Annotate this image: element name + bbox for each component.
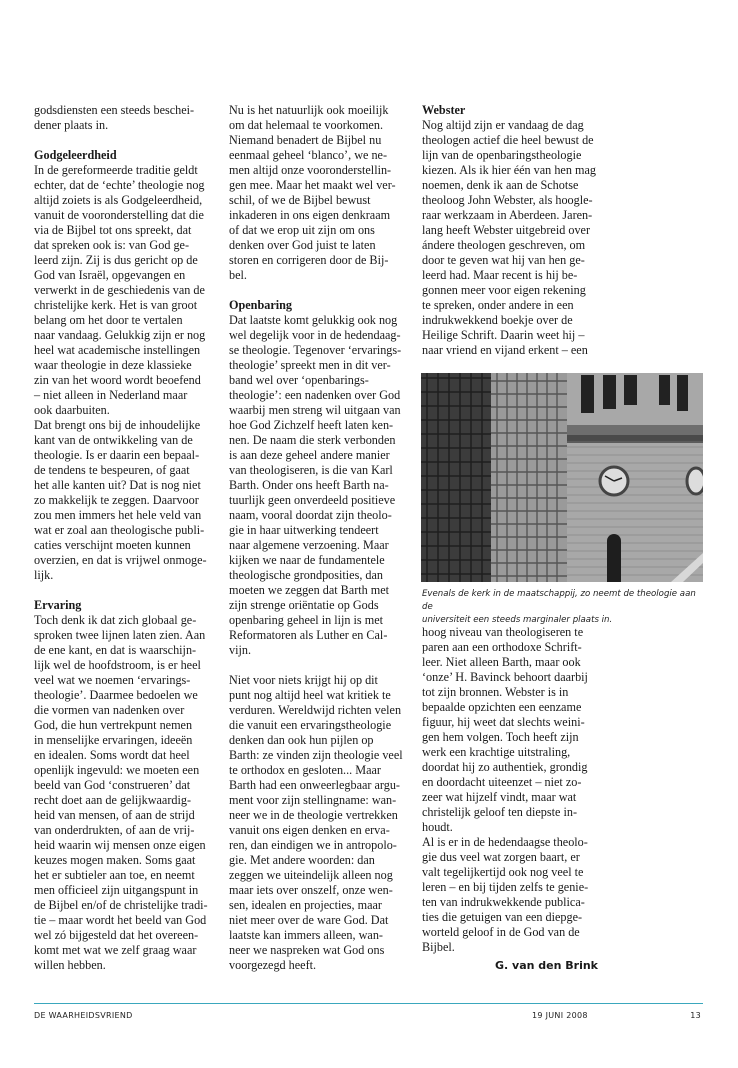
text-line: men officieel zijn uitgangspunt in	[34, 883, 199, 897]
article-column-3-bottom	[422, 625, 608, 973]
text-line: theologische grondposities, dan	[229, 568, 384, 582]
article-column-2	[229, 103, 415, 973]
text-line: inkaderen in ons eigen denkraam	[229, 208, 391, 222]
text-line: niet meer over de ware God. Dat	[229, 913, 389, 927]
text-line: de tendens te bespeuren, of gaat	[34, 463, 190, 477]
text-line: openlijk ingevuld: we moeten een	[34, 763, 200, 777]
text-line: Barth: ze vinden zijn theologie veel	[229, 748, 403, 762]
text-line: laatste kan immers alleen, wan-	[229, 928, 383, 942]
text-line: Niemand benadert de Bijbel nu	[229, 133, 382, 147]
text-line: – niet alleen in Nederland maar	[34, 388, 188, 402]
section-heading: Godgeleerdheid	[34, 148, 117, 162]
text-line: moeten we zeggen dat Barth met	[229, 583, 390, 597]
text-line: God van Israël, opgevangen en	[34, 268, 186, 282]
text-line: veel wat we noemen ‘ervarings-	[34, 673, 191, 687]
text-line: leerd had. Maar recent is hij be-	[422, 268, 578, 282]
text-line: Barth had een onweerlegbaar argu-	[229, 778, 400, 792]
text-line: verwerkt in de geschiedenis van de	[34, 283, 205, 297]
text-line: paren aan een orthodoxe Schrift-	[422, 640, 582, 654]
text-line: te spreken, onder andere in een	[422, 298, 574, 312]
text-line: men altijd onze vooronderstellin-	[229, 163, 392, 177]
text-line: kiezen. Als ik hier één van hen mag	[422, 163, 596, 177]
text-line: zo makkelijk te zeggen. Daarvoor	[34, 493, 199, 507]
text-line: vanuit ons eigen denken en erva-	[229, 823, 390, 837]
text-line: Dat brengt ons bij de inhoudelijke	[34, 418, 201, 432]
caption-line: Evenals de kerk in de maatschappij, zo neemt de theologie aan de	[422, 589, 696, 612]
text-line: overzien, en dat is vrijwel onmoge-	[34, 553, 207, 567]
text-line: In de gereformeerde traditie geldt	[34, 163, 198, 177]
text-line: het er subtieler aan toe, en neemt	[34, 868, 195, 882]
text-line: komt met wat we zelf graag waar	[34, 943, 197, 957]
text-line: leer. Niet alleen Barth, maar ook	[422, 655, 581, 669]
text-line: te orthodox en gesloten... Maar	[229, 763, 381, 777]
section-heading: Ervaring	[34, 598, 82, 612]
text-line: theologen actief die heel bewust de	[422, 133, 594, 147]
text-line: maar iets over onszelf, onze wen-	[229, 883, 393, 897]
text-line: voorgezegd heeft.	[229, 958, 317, 972]
text-line: theologie’. Daarmee bedoelen we	[34, 688, 198, 702]
text-line: waar theologie in deze klassieke	[34, 358, 192, 372]
text-line: leerd zijn. Zij is dus gericht op de	[34, 253, 198, 267]
text-line: wat er zoal aan theologische publi-	[34, 523, 205, 537]
text-line: tuurlijk geen onverdeeld positieve	[229, 493, 396, 507]
text-line: van onderdrukten, of aan de vrij-	[34, 823, 195, 837]
text-line: heid waarin wij mensen onze eigen	[34, 838, 206, 852]
text-line: vijn.	[229, 643, 252, 657]
text-line: valt tegelijkertijd ook nog veel te	[422, 865, 584, 879]
text-line: lijk.	[34, 568, 54, 582]
footer-rule	[34, 1003, 703, 1004]
text-line: verduren. Wereldwijd richten velen	[229, 703, 402, 717]
text-line: denken dan ook hun pijlen op	[229, 733, 374, 747]
text-line: Bijbel.	[422, 940, 455, 954]
text-line: neer we in de theologie vertrekken	[229, 808, 398, 822]
text-line: werk een krachtige uitstraling,	[422, 745, 571, 759]
text-line: schil, of we de Bijbel bewust	[229, 193, 371, 207]
text-line: raar werkzaam in Aberdeen. Jaren-	[422, 208, 593, 222]
text-line: dat spreken ook is: van God ge-	[34, 238, 190, 252]
text-line: theologie’: een nadenken over God	[229, 388, 401, 402]
paragraph-gap	[229, 283, 415, 298]
text-line: gie. Met andere woorden: dan	[229, 853, 375, 867]
text-line: en idealen. Soms wordt dat heel	[34, 748, 190, 762]
text-line: naar algemene verzoening. Maar	[229, 538, 389, 552]
text-line: hoe God Zichzelf heeft laten ken-	[229, 418, 394, 432]
text-line: door te geven wat hij van hen ge-	[422, 253, 585, 267]
paragraph-gap	[229, 658, 415, 673]
text-line: openbaring geheel in lijn is met	[229, 613, 383, 627]
text-line: Heilige Schrift. Daarin weet hij –	[422, 328, 585, 342]
text-line: zou men immers het hele veld van	[34, 508, 202, 522]
text-line: keuzes mogen maken. Soms gaat	[34, 853, 196, 867]
column-3-bottom-text	[422, 625, 608, 955]
text-line: via de Bijbel tot ons spreekt, dat	[34, 223, 192, 237]
text-line: lang heeft Webster uitgebreid over	[422, 223, 590, 237]
text-line: altijd zoiets is als Godgeleerdheid,	[34, 193, 203, 207]
text-line: Niet voor niets krijgt hij op dit	[229, 673, 378, 687]
text-line: christelijk geloof ten diepste in-	[422, 805, 578, 819]
text-line: sproken twee lijnen laten zien. Aan	[34, 628, 206, 642]
text-line: naam, vooral doordat zijn theolo-	[229, 508, 392, 522]
text-line: gie in haar uitwerking tendeert	[229, 523, 379, 537]
text-line: beeld van God ‘construeren’ dat	[34, 778, 191, 792]
text-line: bel.	[229, 268, 247, 282]
text-line: die vormen van nadenken over	[34, 703, 185, 717]
text-line: Nog altijd zijn er vandaag de dag	[422, 118, 584, 132]
text-line: ook daarbuiten.	[34, 403, 110, 417]
text-line: christelijke kerk. Het is van groot	[34, 298, 198, 312]
text-line: zeer wat hijzelf vindt, maar wat	[422, 790, 577, 804]
text-line: ten van indrukwekkende publica-	[422, 895, 585, 909]
photo-caption	[422, 588, 707, 627]
article-column-1	[34, 103, 220, 973]
text-line: ties die getuigen van een diepge-	[422, 910, 583, 924]
paragraph-gap	[34, 583, 220, 598]
photo-church-tower-and-office-buildings	[421, 373, 703, 582]
text-line: om dat helemaal te voorkomen.	[229, 118, 383, 132]
text-line: theologie’ spreekt men in dit ver-	[229, 358, 391, 372]
text-line: zeggen we uiteindelijk alleen nog	[229, 868, 393, 882]
text-line: dener plaats in.	[34, 118, 109, 132]
text-line: Toch denk ik dat zich globaal ge-	[34, 613, 197, 627]
text-line: zijn strenge oriëntatie op Gods	[229, 598, 379, 612]
text-line: nen. De naam die sterk verbonden	[229, 433, 396, 447]
paragraph-gap	[34, 133, 220, 148]
text-line: figuur, hij weet dat slechts weini-	[422, 715, 585, 729]
text-line: of dat we erop uit zijn om ons	[229, 223, 375, 237]
text-line: leren – en bij tijden zelfs te genie-	[422, 880, 589, 894]
text-line: gonnen meer voor eigen rekening	[422, 283, 586, 297]
text-line: se theologie. Tegenover ‘ervarings-	[229, 343, 402, 357]
text-line: hoog niveau van theologiseren te	[422, 625, 584, 639]
text-line: Barth. Onder ons heeft Barth na-	[229, 478, 389, 492]
text-line: en doordacht uiteenzet – niet zo-	[422, 775, 582, 789]
text-line: eenmaal geheel ‘blanco’, we ne-	[229, 148, 388, 162]
text-line: worteld geloof in de God van de	[422, 925, 580, 939]
text-line: wel zó bijgesteld dat het overeen-	[34, 928, 199, 942]
text-line: echter, dat de ‘echte’ theologie nog	[34, 178, 205, 192]
page-number: 13	[690, 1011, 701, 1020]
text-line: punt nog altijd heel wat kritiek te	[229, 688, 391, 702]
text-line: vanuit de vooronderstelling dat die	[34, 208, 204, 222]
text-line: de ene kant, en dat is waarschijn-	[34, 643, 197, 657]
footer-publication: DE WAARHEIDSVRIEND	[34, 1011, 133, 1020]
text-line: waarbij men streng wil uitgaan van	[229, 403, 401, 417]
text-line: die vanuit een ervaringstheologie	[229, 718, 392, 732]
text-line: God, die hun vertrekpunt nemen	[34, 718, 193, 732]
text-line: kijken we naar de fundamentele	[229, 553, 385, 567]
text-line: heid van mensen, of aan de strijd	[34, 808, 195, 822]
text-line: ándere theologen geschreven, om	[422, 238, 586, 252]
text-line: Nu is het natuurlijk ook moeilijk	[229, 103, 389, 117]
text-line: doordat hij zo authentiek, grondig	[422, 760, 588, 774]
text-line: bepaalde opzichten een eenzame	[422, 700, 582, 714]
text-line: belang om het door te vertalen	[34, 313, 183, 327]
text-line: Reformatoren als Luther en Cal-	[229, 628, 388, 642]
text-line: lijk wel de hoofdstroom, is er heel	[34, 658, 201, 672]
text-line: noemen, denk ik aan de Schotse	[422, 178, 579, 192]
text-line: naar vandaag. Gelukkig zijn er nog	[34, 328, 206, 342]
text-line: denken over God juist te laten	[229, 238, 376, 252]
text-line: lijn van de openbaringstheologie	[422, 148, 582, 162]
author-signature: G. van den Brink	[494, 959, 598, 972]
text-line: theologie. Is er daarin een bepaal-	[34, 448, 200, 462]
text-line: sen, idealen en projecties, maar	[229, 898, 382, 912]
text-line: ment voor zijn stellingname: wan-	[229, 793, 397, 807]
text-line: Dat laatste komt gelukkig ook nog	[229, 313, 398, 327]
text-line: tot zijn bronnen. Webster is in	[422, 685, 569, 699]
text-line: kant van de ontwikkeling van de	[34, 433, 193, 447]
text-line: theoloog John Webster, als hoogle-	[422, 193, 593, 207]
text-line: neer we naspreken wat God ons	[229, 943, 385, 957]
article-column-3-top	[422, 103, 608, 358]
text-line: wel degelijk voor in de hedendaag-	[229, 328, 401, 342]
text-line: indrukwekkend boekje over de	[422, 313, 573, 327]
footer-date: 19 JUNI 2008	[532, 1011, 588, 1020]
text-line: caties verschijnt moeten kunnen	[34, 538, 191, 552]
text-line: heel wat academische instellingen	[34, 343, 201, 357]
text-line: van theologiseren, is die van Karl	[229, 463, 393, 477]
text-line: gen mee. Maar het maakt wel ver-	[229, 178, 396, 192]
text-line: band wel over ‘openbarings-	[229, 373, 369, 387]
section-heading: Webster	[422, 103, 466, 117]
text-line: gen hem volgen. Toch heeft zijn	[422, 730, 579, 744]
text-line: ‘onze’ H. Bavinck behoort daarbij	[422, 670, 588, 684]
text-line: ren, dan eindigen we in antropolo-	[229, 838, 397, 852]
text-line: houdt.	[422, 820, 453, 834]
text-line: tie – maar wordt het beeld van God	[34, 913, 207, 927]
text-line: het alle kanten uit? Dat is nog niet	[34, 478, 201, 492]
text-line: willen hebben.	[34, 958, 106, 972]
text-line: is aan deze geheel andere manier	[229, 448, 390, 462]
text-line: godsdiensten een steeds beschei-	[34, 103, 195, 117]
text-line: gie dus veel wat zorgen baart, er	[422, 850, 580, 864]
text-line: naar vriend en vijand erkent – een	[422, 343, 588, 357]
text-line: storen en corrigeren door de Bij-	[229, 253, 389, 267]
text-line: de Bijbel en/of de christelijke tradi-	[34, 898, 208, 912]
text-line: zin van het woord wordt beoefend	[34, 373, 201, 387]
text-line: Al is er in de hedendaagse theolo-	[422, 835, 588, 849]
caption-line: universiteit een steeds marginaler plaats in.	[422, 615, 613, 625]
text-line: in menselijke ervaringen, ideeën	[34, 733, 193, 747]
section-heading: Openbaring	[229, 298, 292, 312]
text-line: recht doet aan de gelijkwaardig-	[34, 793, 192, 807]
